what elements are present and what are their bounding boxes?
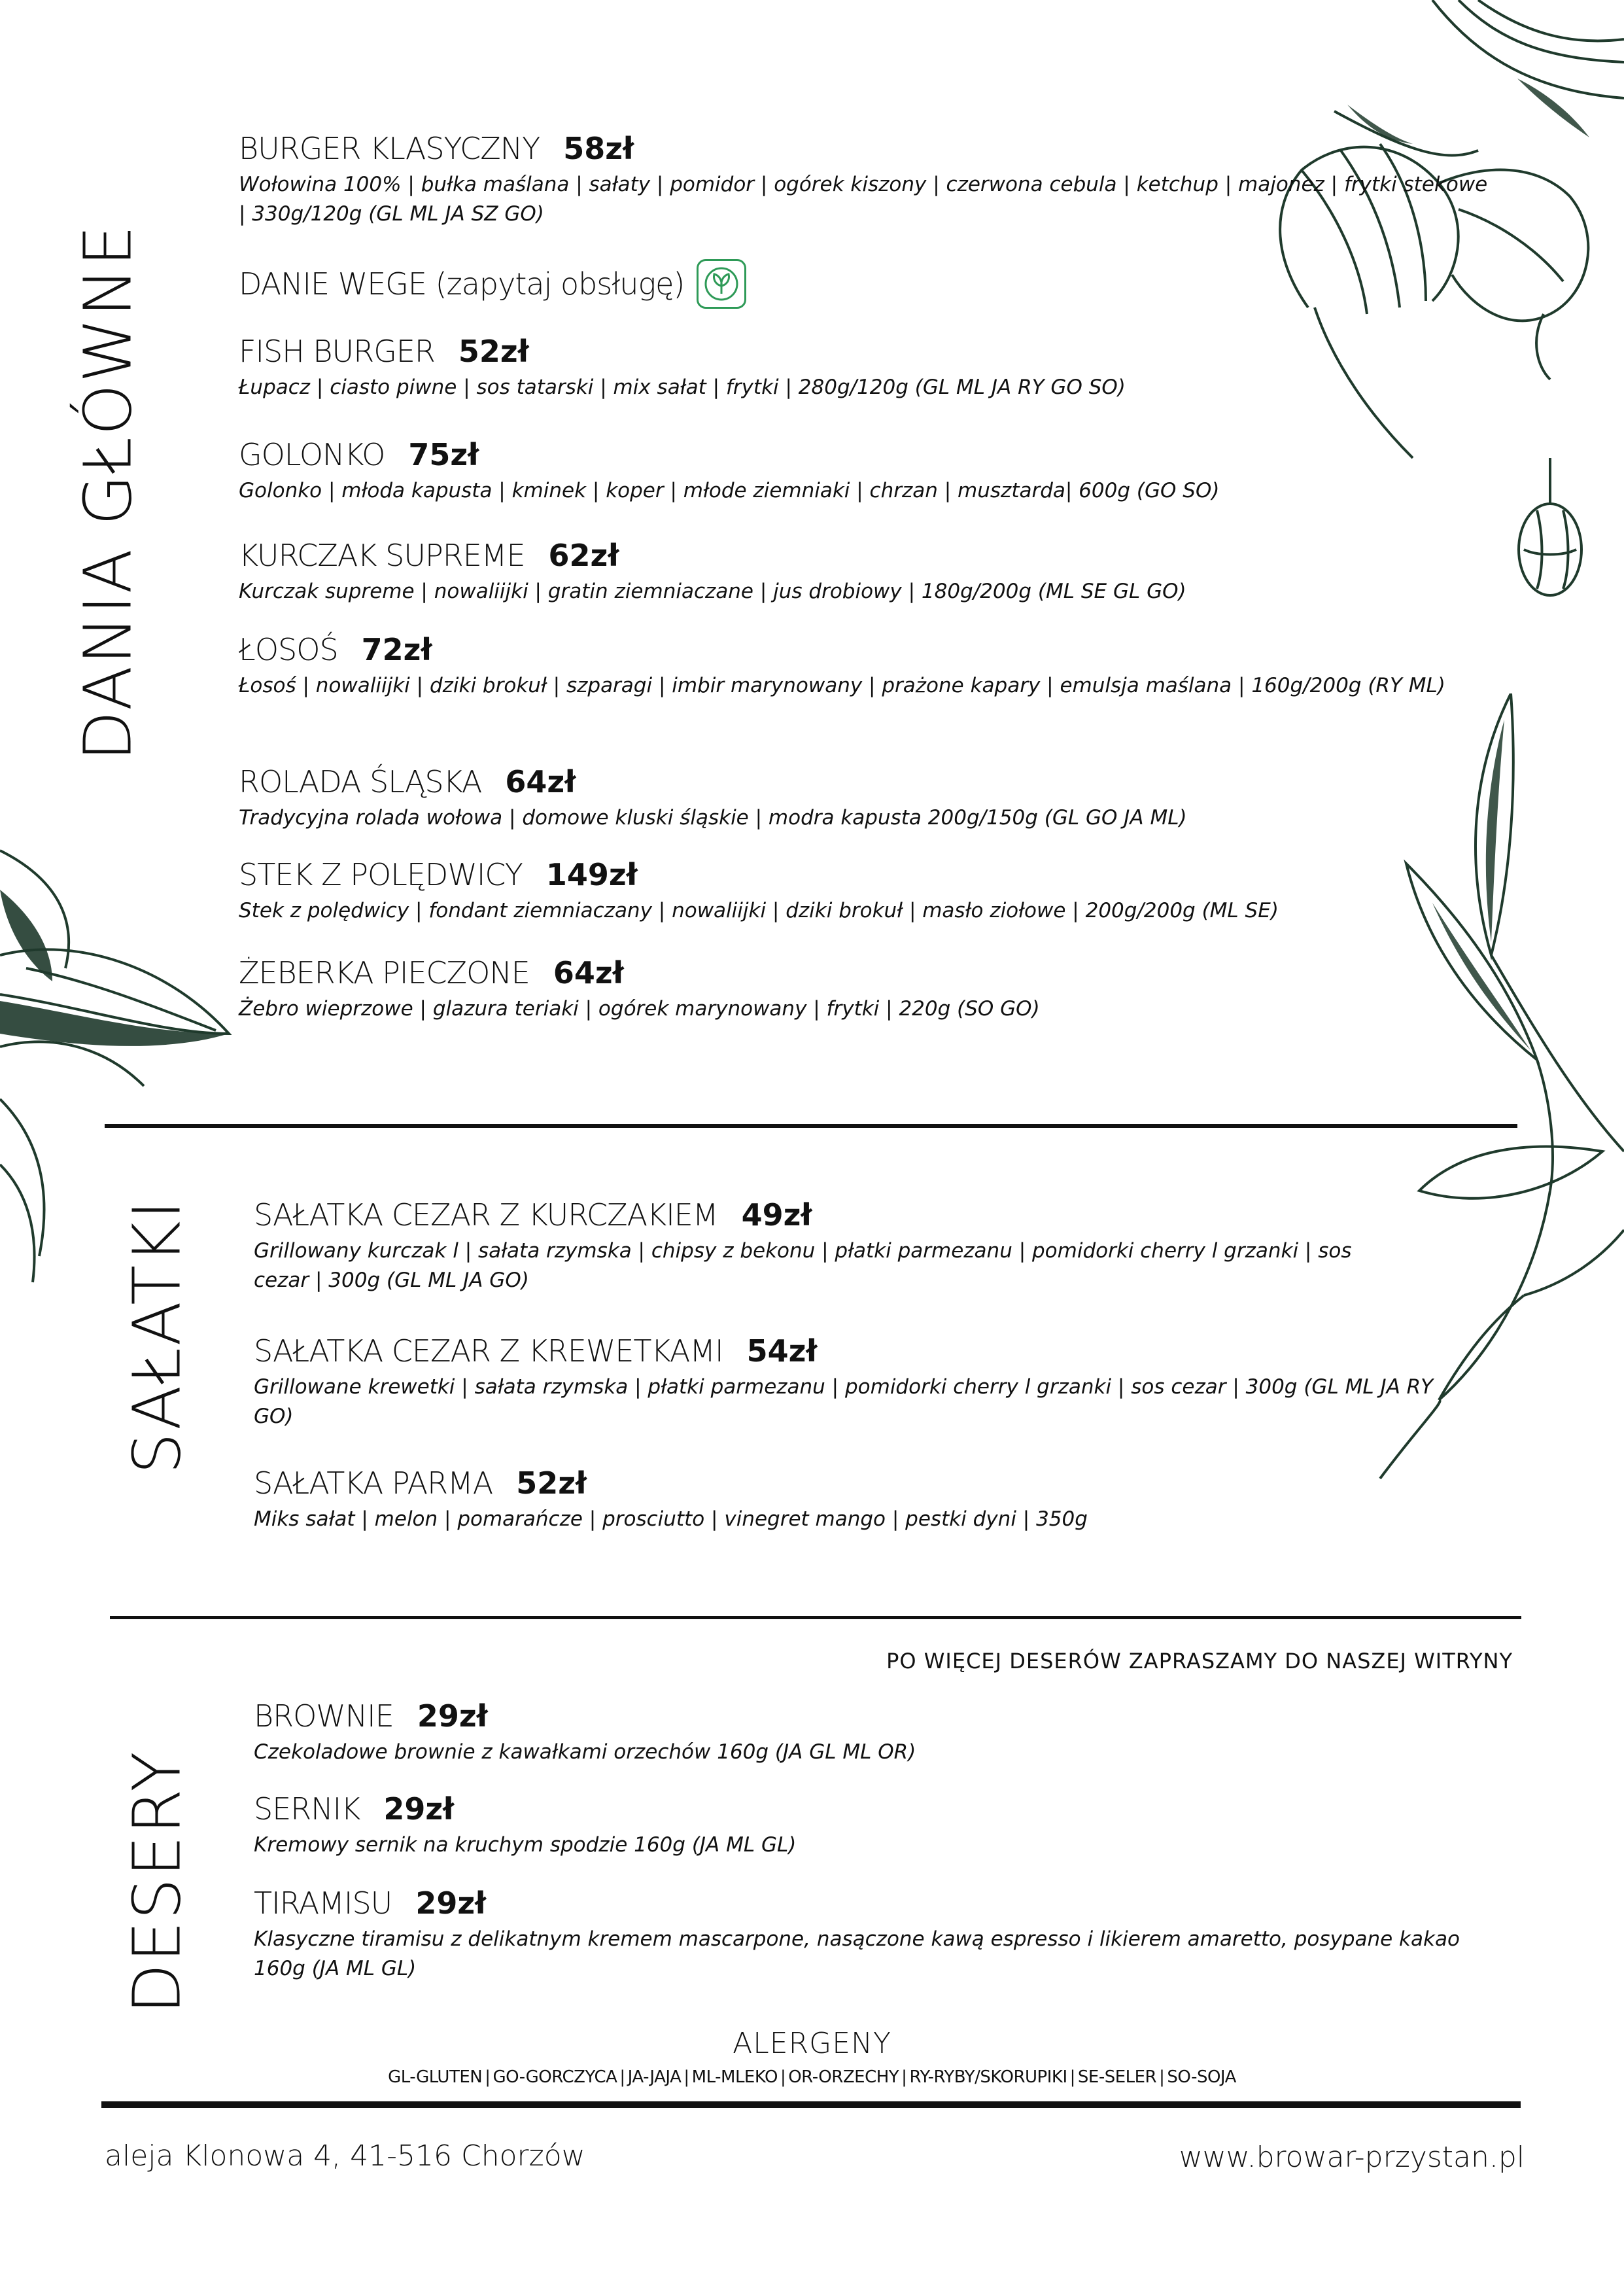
item-price: 62zł bbox=[548, 538, 619, 573]
item-description: Wołowina 100% | bułka maślana | sałaty | pomidor | ogórek kiszony | czerwona cebula | ketchup | majonez | frytki stekowe | 330g/120g (GL ML JA SZ GO) bbox=[239, 173, 1488, 226]
item-name: BURGER KLASYCZNY bbox=[239, 131, 540, 166]
section-title-salads: SAŁATKI bbox=[118, 1199, 196, 1475]
allergen-separator: | bbox=[901, 2067, 907, 2087]
item-description: Grillowany kurczak l | sałata rzymska | chipsy z bekonu | płatki parmezanu | pomidorki cherry l grzanki | sos cezar | 300g (GL ML JA GO) bbox=[254, 1239, 1352, 1292]
item-price: 64zł bbox=[505, 764, 576, 799]
item-name: ŻEBERKA PIECZONE bbox=[239, 955, 530, 990]
item-name: ROLADA ŚLĄSKA bbox=[239, 764, 482, 799]
menu-item-salatka-cezar-krewetki bbox=[254, 1333, 1477, 1431]
item-description: Czekoladowe brownie z kawałkami orzechów 160g (JA GL ML OR) bbox=[254, 1740, 916, 1764]
item-description: Tradycyjna rolada wołowa | domowe kluski śląskie | modra kapusta 200g/150g (GL GO JA ML) bbox=[239, 806, 1187, 830]
allergens-title: ALERGENY bbox=[733, 2027, 891, 2060]
allergen-item: SE-SELER bbox=[1077, 2067, 1157, 2087]
menu-item-salatka-cezar-kurczak bbox=[254, 1197, 1477, 1295]
item-name: SAŁATKA CEZAR Z KURCZAKIEM bbox=[254, 1197, 718, 1233]
menu-item-brownie bbox=[254, 1698, 1477, 1767]
item-name: SERNIK bbox=[254, 1791, 360, 1827]
menu-item-salatka-parma bbox=[254, 1465, 1477, 1534]
desserts-notice: PO WIĘCEJ DESERÓW ZAPRASZAMY DO NASZEJ WITRYNY bbox=[886, 1649, 1513, 1673]
menu-item-stek-z-poledwicy bbox=[239, 857, 1494, 926]
footer-website-link[interactable]: www.browar-przystan.pl bbox=[1179, 2141, 1525, 2174]
item-name: ŁOSOŚ bbox=[239, 632, 338, 667]
footer-divider bbox=[101, 2101, 1521, 2108]
item-price: 149zł bbox=[545, 857, 638, 892]
item-price: 75zł bbox=[408, 437, 479, 472]
allergen-item: GL-GLUTEN bbox=[388, 2067, 483, 2087]
allergen-separator: | bbox=[485, 2067, 491, 2087]
item-price: 58zł bbox=[563, 131, 634, 166]
item-name: FISH BURGER bbox=[239, 334, 435, 369]
footer-address: aleja Klonowa 4, 41-516 Chorzów bbox=[105, 2139, 585, 2173]
allergen-item: SO-SOJA bbox=[1167, 2067, 1236, 2087]
item-name: SAŁATKA CEZAR Z KREWETKAMI bbox=[254, 1333, 723, 1369]
item-description: Klasyczne tiramisu z delikatnym kremem mascarpone, nasączone kawą espresso i likierem amaretto, posypane kakao 160g (JA ML GL) bbox=[254, 1927, 1460, 1980]
item-description: Stek z polędwicy | fondant ziemniaczany | nowaliijki | dziki brokuł | masło ziołowe | 200g/200g (ML SE) bbox=[239, 899, 1279, 922]
item-price: 29zł bbox=[383, 1791, 455, 1827]
menu-item-fish-burger bbox=[239, 334, 1494, 402]
allergen-separator: | bbox=[683, 2067, 689, 2087]
item-description: Kurczak supreme | nowaliijki | gratin ziemniaczane | jus drobiowy | 180g/200g (ML SE GL GO) bbox=[239, 580, 1186, 603]
allergens-list bbox=[0, 2067, 1624, 2087]
menu-item-rolada-slaska bbox=[239, 764, 1494, 833]
item-description: Golonko | młoda kapusta | kminek | koper | młode ziemniaki | chrzan | musztarda| 600g (GO SO) bbox=[239, 479, 1220, 502]
item-description: Kremowy sernik na kruchym spodzie 160g (JA ML GL) bbox=[254, 1833, 797, 1857]
item-name: TIRAMISU bbox=[254, 1885, 392, 1921]
allergen-item: OR-ORZECHY bbox=[788, 2067, 899, 2087]
allergen-separator: | bbox=[1069, 2067, 1075, 2087]
item-description: Grillowane krewetki | sałata rzymska | płatki parmezanu | pomidorki cherry l grzanki | sos cezar | 300g (GL ML JA RY GO) bbox=[254, 1375, 1434, 1428]
item-price: 54zł bbox=[746, 1333, 818, 1369]
item-price: 29zł bbox=[417, 1698, 488, 1734]
item-name: SAŁATKA PARMA bbox=[254, 1465, 493, 1501]
floral-illustration-top-right bbox=[1262, 0, 1624, 628]
allergen-separator: | bbox=[780, 2067, 786, 2087]
item-description: Łosoś | nowaliijki | dziki brokuł | szparagi | imbir marynowany | prażone kapary | emulsja maślana | 160g/200g (RY ML) bbox=[239, 674, 1445, 697]
section-divider-salads bbox=[110, 1616, 1521, 1619]
allergen-item: GO-GORCZYCA bbox=[492, 2067, 617, 2087]
menu-item-tiramisu bbox=[254, 1885, 1477, 1984]
menu-item-golonko bbox=[239, 437, 1494, 506]
section-title-desserts: DESERY bbox=[118, 1750, 196, 2014]
section-title-main: DANIA GŁÓWNE bbox=[69, 224, 147, 762]
item-price: 29zł bbox=[415, 1885, 487, 1921]
item-name: STEK Z POLĘDWICY bbox=[239, 857, 523, 892]
vegan-leaf-icon bbox=[697, 259, 746, 309]
menu-item-sernik bbox=[254, 1791, 1477, 1860]
item-name: KURCZAK SUPREME bbox=[239, 538, 525, 573]
allergen-separator: | bbox=[619, 2067, 625, 2087]
item-name: DANIE WEGE (zapytaj obsługę) bbox=[239, 266, 685, 302]
section-divider-main bbox=[105, 1124, 1517, 1128]
item-name: GOLONKO bbox=[239, 437, 385, 472]
item-description: Żebro wieprzowe | glazura teriaki | ogórek marynowany | frytki | 220g (SO GO) bbox=[239, 997, 1040, 1021]
item-description: Łupacz | ciasto piwne | sos tatarski | mix sałat | frytki | 280g/120g (GL ML JA RY GO SO) bbox=[239, 376, 1126, 399]
item-price: 49zł bbox=[741, 1197, 812, 1233]
allergen-separator: | bbox=[1159, 2067, 1165, 2087]
allergen-item: JA-JAJA bbox=[627, 2067, 682, 2087]
item-description: Miks sałat | melon | pomarańcze | prosciutto | vinegret mango | pestki dyni | 350g bbox=[254, 1507, 1088, 1531]
item-price: 52zł bbox=[458, 334, 529, 369]
menu-item-losos bbox=[239, 632, 1494, 701]
menu-item-burger-klasyczny bbox=[239, 131, 1494, 229]
item-price: 52zł bbox=[516, 1465, 587, 1501]
item-name: BROWNIE bbox=[254, 1698, 394, 1734]
menu-item-kurczak-supreme bbox=[239, 538, 1494, 606]
allergen-item: RY-RYBY/SKORUPIKI bbox=[909, 2067, 1067, 2087]
menu-item-danie-wege bbox=[239, 259, 1494, 309]
allergen-item: ML-MLEKO bbox=[691, 2067, 778, 2087]
item-price: 64zł bbox=[553, 955, 624, 990]
menu-item-zeberka-pieczone bbox=[239, 955, 1494, 1024]
item-price: 72zł bbox=[361, 632, 432, 667]
